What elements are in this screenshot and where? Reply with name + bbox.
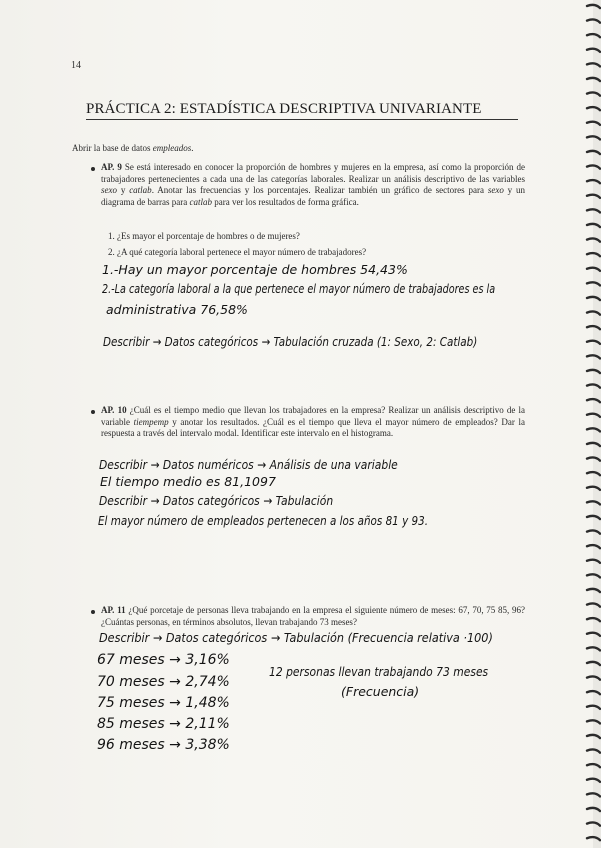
exercise-ap11-text: AP. 11 ¿Qué porcetaje de personas lleva trabajando en la empresa el siguiente número de meses: 67, 70, 75 85, 96? ¿Cuántas personas, en términos absolutos, llevan trabajando 73 meses? [101,605,525,627]
percentage-row: 75 meses → 1,48% [97,695,230,711]
bullet [91,610,95,614]
handwritten-answer-73-months: 12 personas llevan trabajando 73 meses [269,664,489,679]
page-number: 14 [71,60,81,71]
handwritten-answer-mode: El mayor número de empleados pertenecen a los años 81 y 93. [98,513,429,528]
page-title: PRÁCTICA 2: ESTADÍSTICA DESCRIPTIVA UNIVARIANTE [86,101,518,120]
dataset-name: empleados [152,143,192,153]
handwritten-answer-1: 1.-Hay un mayor porcentaje de hombres 54,43% [102,262,408,277]
question-2: 2. ¿A qué categoría laboral pertenece el mayor número de trabajadores? [108,247,367,257]
handwritten-answer-note: (Frecuencia) [341,684,420,699]
handwritten-menu-path-2: Describir → Datos categóricos → Tabulación [99,493,334,508]
percentage-row: 85 meses → 2,11% [97,716,230,732]
percentage-row: 67 meses → 3,16% [97,652,230,668]
spiral-binding [585,0,601,848]
bullet [91,167,95,171]
bullet [91,410,95,414]
handwritten-answer-mean: El tiempo medio es 81,1097 [100,474,276,489]
percentage-row: 96 meses → 3,38% [97,737,230,753]
handwritten-answer-2-cont: administrativa 76,58% [106,302,248,317]
intro-line: Abrir la base de datos empleados. [72,143,194,153]
percentage-row: 70 meses → 2,74% [97,674,230,690]
question-1: 1. ¿Es mayor el porcentaje de hombres o de mujeres? [108,231,300,241]
handwritten-menu-path: Describir → Datos categóricos → Tabulación (Frecuencia relativa ·100) [99,630,493,645]
exercise-ap10-text: AP. 10 ¿Cuál es el tiempo medio que llevan los trabajadores en la empresa? Realizar un análisis descriptivo de la variable tiempemp y anotar los resultados. ¿Cuál es el tiempo que lleva el mayor número de empleados? Dar la respuesta a través del intervalo modal. Identificar este intervalo en el histograma. [101,405,526,438]
handwritten-answer-2: 2.-La categoría laboral a la que pertenece el mayor número de trabajadores es la [102,281,496,296]
handwritten-menu-path: Describir → Datos numéricos → Análisis de una variable [99,457,398,472]
handwritten-menu-path: Describir → Datos categóricos → Tabulación cruzada (1: Sexo, 2: Catlab) [103,334,478,349]
exercise-ap9-text: AP. 9 Se está interesado en conocer la proporción de hombres y mujeres en la empresa, así como la proporción de trabajadores pertenecientes a cada una de las categorías laborales. Realizar un análisis descriptivo de las variables sexo y catlab. Anotar las frecuencias y los porcentajes. Realizar también un gráfico de sectores para sexo y un diagrama de barras para catlab para ver los resultados de forma gráfica. [101,162,526,207]
